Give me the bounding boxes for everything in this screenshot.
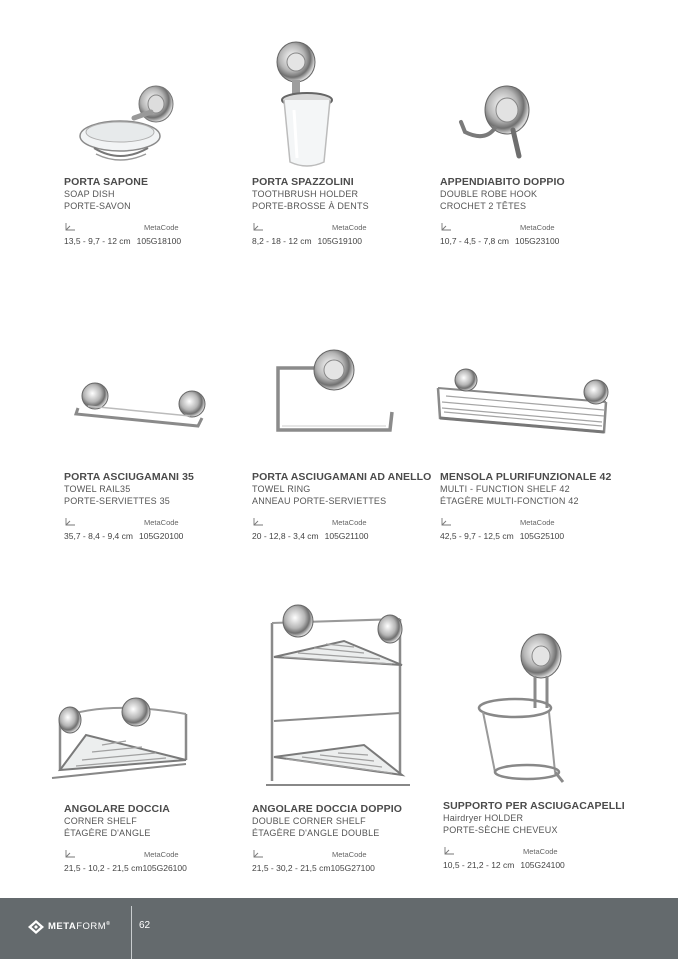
page-footer: [0, 898, 678, 959]
product-name-en: DOUBLE CORNER SHELF: [252, 816, 366, 826]
metacode-label: MetaCode: [332, 518, 367, 527]
product-code: 105G23100: [514, 236, 560, 246]
product-code: 105G20100: [138, 531, 184, 541]
product-title: SUPPORTO PER ASCIUGACAPELLI: [443, 800, 625, 812]
hairdryer-holder-image: [475, 622, 585, 788]
diamond-logo-icon: [28, 920, 44, 934]
product-name-fr: PORTE-SÈCHE CHEVEUX: [443, 825, 558, 835]
product-title: APPENDIABITO DOPPIO: [440, 176, 565, 188]
product-code: 105G24100: [520, 860, 565, 870]
product-robe-hook: [440, 176, 625, 246]
product-name-fr: ANNEAU PORTE-SERVIETTES: [252, 496, 387, 506]
registered-mark: ®: [106, 921, 111, 928]
product-name-fr: ÉTAGÈRE D'ANGLE: [64, 828, 151, 838]
product-title: PORTA ASCIUGAMANI 35: [64, 471, 194, 483]
product-dimensions: 35,7 - 8,4 - 9,4 cm: [64, 531, 133, 541]
product-title: ANGOLARE DOCCIA DOPPIO: [252, 803, 402, 815]
dimensions-icon: [440, 517, 452, 527]
towel-rail-image: [70, 380, 210, 430]
metacode-label: MetaCode: [520, 223, 555, 232]
product-name-en: MULTI - FUNCTION SHELF 42: [440, 484, 570, 494]
product-dimensions: 10,7 - 4,5 - 7,8 cm: [440, 236, 509, 246]
product-title: PORTA ASCIUGAMANI AD ANELLO: [252, 471, 432, 483]
product-name-en: SOAP DISH: [64, 189, 115, 199]
page-number: 62: [139, 920, 151, 931]
product-double-corner-shelf: [252, 803, 437, 873]
product-dimensions: 20 - 12,8 - 3,4 cm: [252, 531, 319, 541]
dimensions-icon: [252, 517, 264, 527]
dimensions-icon: [440, 222, 452, 232]
product-dimensions: 10,5 - 21,2 - 12 cm: [443, 860, 515, 870]
product-name-fr: CROCHET 2 TÊTES: [440, 201, 527, 211]
product-dimensions: 8,2 - 18 - 12 cm: [252, 236, 312, 246]
metaform-logo: [28, 918, 110, 936]
product-name-fr: ÉTAGÈRE MULTI-FONCTION 42: [440, 496, 579, 506]
toothbrush-holder-image: [270, 40, 340, 170]
product-corner-shelf: [64, 803, 249, 873]
product-name-fr: ÉTAGÈRE D'ANGLE DOUBLE: [252, 828, 380, 838]
double-corner-shelf-image: [262, 603, 414, 790]
product-code: 105G19100: [317, 236, 362, 246]
product-towel-ring: [252, 471, 437, 541]
brand-bold: META: [48, 921, 77, 933]
product-dimensions: 42,5 - 9,7 - 12,5 cm: [440, 531, 514, 541]
metacode-label: MetaCode: [520, 518, 555, 527]
product-name-fr: PORTE-BROSSE À DENTS: [252, 201, 369, 211]
product-name-en: DOUBLE ROBE HOOK: [440, 189, 538, 199]
robe-hook-image: [455, 82, 545, 162]
product-hairdryer-holder: [443, 800, 628, 870]
brand-light: FORM: [76, 921, 107, 933]
dimensions-icon: [443, 846, 455, 856]
product-name-en: TOWEL RAIL35: [64, 484, 131, 494]
metacode-label: MetaCode: [332, 850, 367, 859]
product-name-en: TOWEL RING: [252, 484, 311, 494]
product-title: ANGOLARE DOCCIA: [64, 803, 170, 815]
product-name-fr: PORTE-SERVIETTES 35: [64, 496, 170, 506]
product-code: 105G26100: [142, 863, 187, 873]
product-dimensions: 13,5 - 9,7 - 12 cm: [64, 236, 131, 246]
product-name-en: CORNER SHELF: [64, 816, 137, 826]
dimensions-icon: [64, 517, 76, 527]
product-name-en: Hairdryer HOLDER: [443, 813, 524, 823]
product-toothbrush-holder: [252, 176, 437, 246]
metacode-label: MetaCode: [144, 518, 179, 527]
product-soap-dish: [64, 176, 249, 246]
metacode-label: MetaCode: [144, 850, 179, 859]
footer-divider: [131, 906, 132, 959]
dimensions-icon: [252, 849, 264, 859]
metacode-label: MetaCode: [332, 223, 367, 232]
dimensions-icon: [252, 222, 264, 232]
corner-shelf-image: [46, 690, 196, 785]
product-code: 105G18100: [136, 236, 182, 246]
product-dimensions: 21,5 - 30,2 - 21,5 cm: [252, 863, 331, 873]
product-title: PORTA SAPONE: [64, 176, 149, 188]
product-code: 105G21100: [324, 531, 369, 541]
brand-name: [48, 921, 110, 932]
metacode-label: MetaCode: [144, 223, 179, 232]
dimensions-icon: [64, 222, 76, 232]
product-title: PORTA SPAZZOLINI: [252, 176, 354, 188]
product-dimensions: 21,5 - 10,2 - 21,5 cm: [64, 863, 143, 873]
product-title: MENSOLA PLURIFUNZIONALE 42: [440, 471, 612, 483]
metacode-label: MetaCode: [523, 847, 558, 856]
product-name-en: TOOTHBRUSH HOLDER: [252, 189, 359, 199]
towel-ring-image: [272, 348, 398, 438]
dimensions-icon: [64, 849, 76, 859]
soap-dish-image: [76, 80, 176, 168]
product-towel-rail: [64, 471, 249, 541]
product-multi-shelf: [440, 471, 625, 541]
product-code: 105G25100: [519, 531, 565, 541]
multi-shelf-image: [432, 368, 612, 440]
product-code: 105G27100: [330, 863, 375, 873]
product-name-fr: PORTE-SAVON: [64, 201, 131, 211]
